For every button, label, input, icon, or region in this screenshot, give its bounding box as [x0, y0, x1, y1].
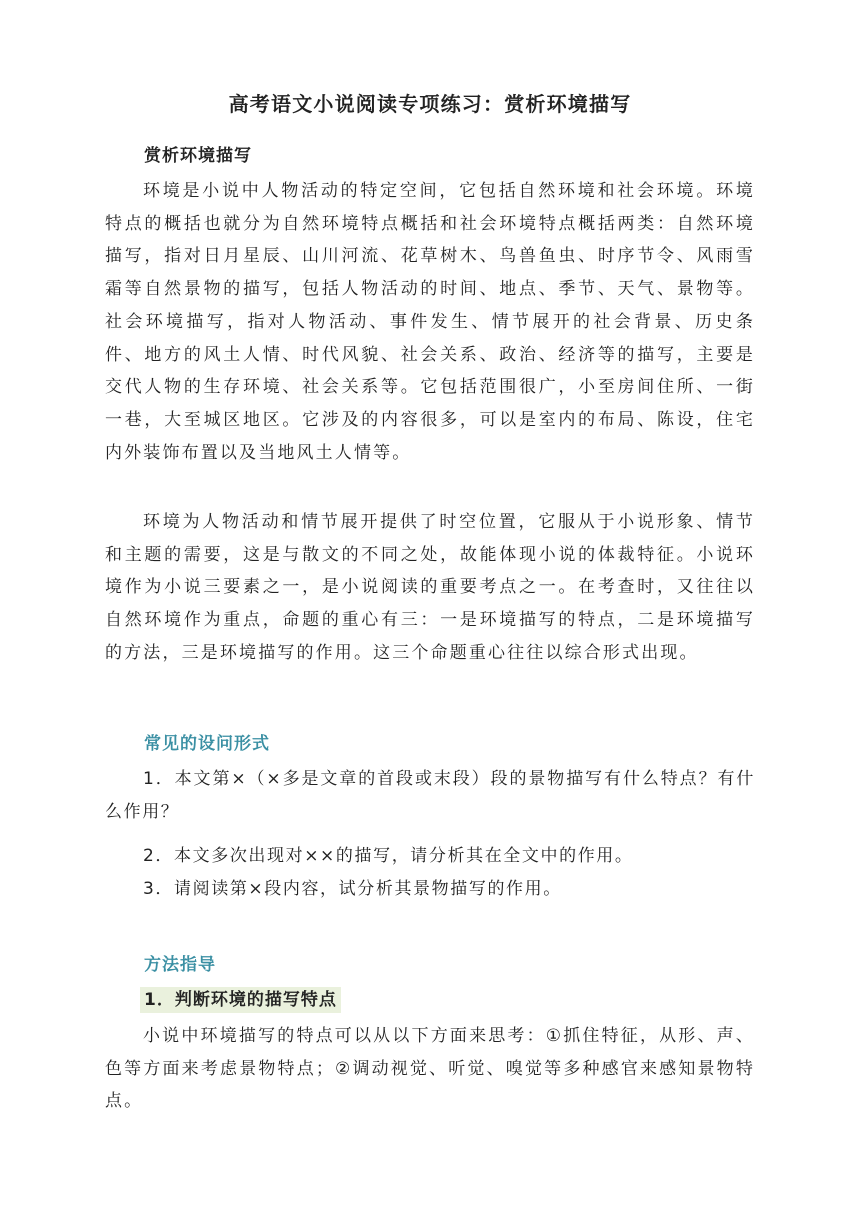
section-heading-common-questions: 常见的设问形式	[144, 734, 270, 754]
question-item-1: 1．本文第×（×多是文章的首段或末段）段的景物描写有什么特点？有什么作用？	[105, 769, 755, 822]
document-title: 高考语文小说阅读专项练习：赏析环境描写	[228, 92, 632, 116]
subheading-judge-description-features: 1．判断环境的描写特点	[140, 987, 341, 1013]
question-item-3: 3．请阅读第×段内容，试分析其景物描写的作用。	[143, 879, 562, 899]
question-item-2: 2．本文多次出现对××的描写，请分析其在全文中的作用。	[143, 846, 634, 866]
section-heading-method-guide: 方法指导	[144, 955, 216, 975]
section-heading-appreciate-environment: 赏析环境描写	[144, 146, 252, 166]
paragraph-description-features: 小说中环境描写的特点可以从以下方面来思考：①抓住特征，从形、声、色等方面来考虑景物特点；②调动视觉、听觉、嗅觉等多种感官来感知景物特点。	[105, 1026, 755, 1112]
paragraph-environment-definition: 环境是小说中人物活动的特定空间，它包括自然环境和社会环境。环境特点的概括也就分为自然环境特点概括和社会环境特点概括两类：自然环境描写，指对日月星辰、山川河流、花草树木、鸟兽鱼虫、时序节令、风雨雪霜等自然景物的描写，包括人物活动的时间、地点、季节、天气、景物等。社会环境描写，指对人物活动、事件发生、情节展开的社会背景、历史条件、地方的风土人情、时代风貌、社会关系、政治、经济等的描写，主要是交代人物的生存环境、社会关系等。它包括范围很广，小至房间住所、一街一巷，大至城区地区。它涉及的内容很多，可以是室内的布局、陈设，住宅内外装饰布置以及当地风土人情等。	[105, 181, 755, 463]
paragraph-environment-role: 环境为人物活动和情节展开提供了时空位置，它服从于小说形象、情节和主题的需要，这是与散文的不同之处，故能体现小说的体裁特征。小说环境作为小说三要素之一，是小说阅读的重要考点之一。在考查时，又往往以自然环境作为重点，命题的重心有三：一是环境描写的特点，二是环境描写的方法，三是环境描写的作用。这三个命题重心往往以综合形式出现。	[105, 512, 755, 663]
